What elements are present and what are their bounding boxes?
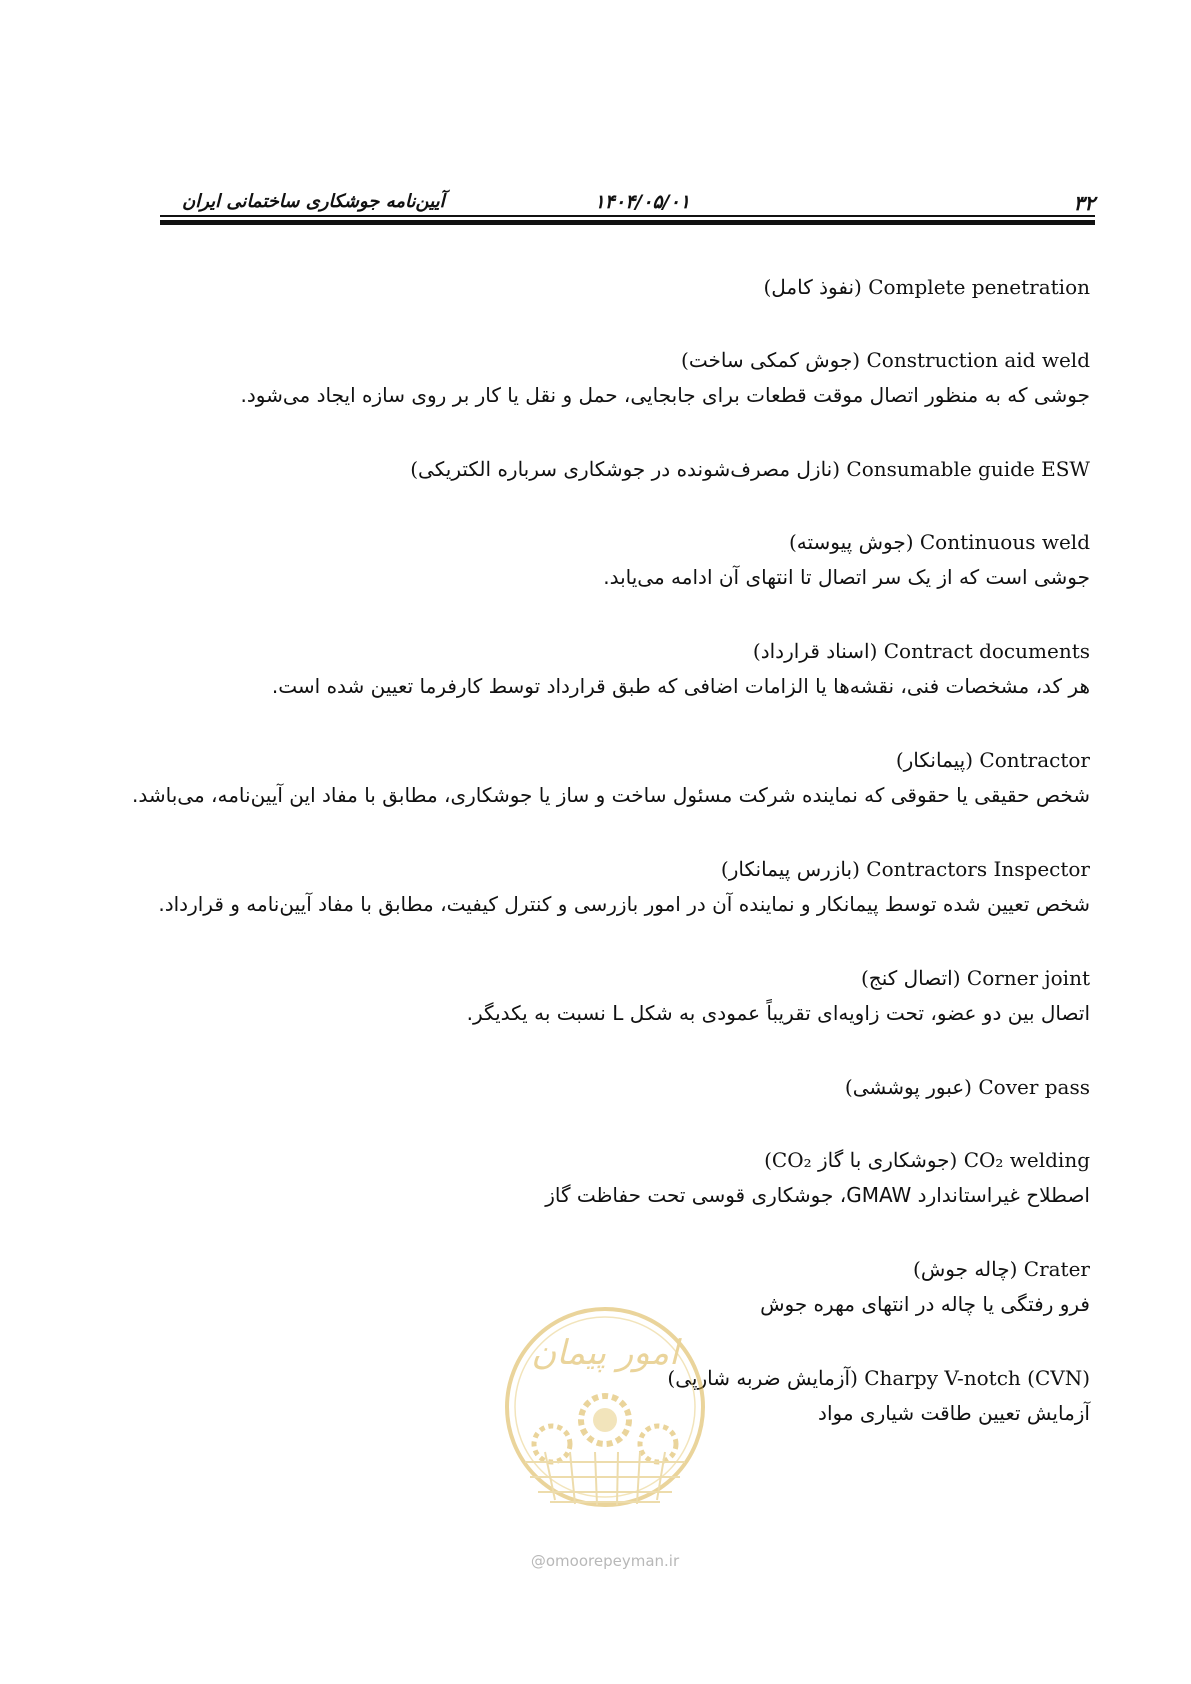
definition-entry (170, 1070, 1090, 1104)
term-persian: (بازرس پیمانکار) (720, 857, 860, 881)
term-english: Construction aid weld (866, 348, 1090, 372)
term-definition: هر کد، مشخصات فنی، نقشه‌ها یا الزامات اضافی که طبق قرارداد توسط کارفرما تعیین شده است. (271, 674, 1090, 698)
definition-entry (170, 961, 1090, 1031)
term-english: Corner joint (966, 966, 1090, 990)
header-date: ۱۴۰۴/۰۵/۰۱ (594, 191, 690, 213)
term-english: Continuous weld (919, 530, 1090, 554)
term-line (170, 634, 1090, 668)
term-line (170, 270, 1090, 304)
term-persian: (چاله جوش) (913, 1257, 1018, 1281)
watermark-logo (500, 1302, 710, 1552)
term-line (170, 743, 1090, 777)
definition-entry (170, 634, 1090, 704)
definition-entry (132, 743, 1090, 813)
term-persian: (اسناد قرارداد) (752, 639, 878, 663)
term-persian: (جوش کمکی ساخت) (681, 348, 861, 372)
term-definition: شخص تعیین شده توسط پیمانکار و نماینده آن در امور بازرسی و کنترل کیفیت، مطابق با مفاد آیین‌نامه و قرارداد. (158, 892, 1090, 916)
term-english: Consumable guide ESW (846, 457, 1090, 481)
header-rule-thick (160, 220, 1095, 225)
term-line (170, 1252, 1090, 1286)
term-english: Complete penetration (868, 275, 1090, 299)
term-line (170, 852, 1090, 886)
term-definition: جوشی که به منظور اتصال موقت قطعات برای جابجایی، حمل و نقل یا کار بر روی سازه ایجاد می‌شود. (240, 383, 1090, 407)
term-line (170, 343, 1090, 377)
term-persian: (جوش پیوسته) (788, 530, 914, 554)
term-english: Cover pass (978, 1075, 1090, 1099)
term-definition: شخص حقیقی یا حقوقی که نماینده شرکت مسئول ساخت و ساز یا جوشکاری، مطابق با مفاد این آیین‌نامه، می‌باشد. (132, 783, 1090, 807)
page-header (160, 183, 1095, 223)
watermark-brand: امور پیمان (531, 1333, 679, 1373)
term-english: Contract documents (883, 639, 1090, 663)
term-line (170, 1070, 1090, 1104)
watermark-site: @omoorepeyman.ir (530, 1552, 680, 1570)
term-english: Charpy V-notch (CVN) (864, 1366, 1090, 1390)
header-title: آیین‌نامه جوشکاری ساختمانی ایران (182, 191, 445, 212)
term-line (170, 961, 1090, 995)
definition-entry (170, 270, 1090, 304)
term-line (170, 525, 1090, 559)
term-definition: جوشی است که از یک سر اتصال تا انتهای آن ادامه می‌یابد. (603, 565, 1090, 589)
header-rule-thin (160, 215, 1095, 217)
term-definition: اتصال بین دو عضو، تحت زاویه‌ای تقریباً عمودی به شکل L نسبت به یکدیگر. (466, 1001, 1090, 1025)
term-english: CO₂ welding (963, 1148, 1090, 1172)
term-persian: (نازل مصرف‌شونده در جوشکاری سرباره الکتریکی) (410, 457, 841, 481)
definition-entry (170, 525, 1090, 595)
term-persian: (اتصال کنج) (861, 966, 961, 990)
term-english: Contractors Inspector (866, 857, 1090, 881)
definition-entry (170, 1143, 1090, 1213)
term-definition: اصطلاح غیراستاندارد GMAW، جوشکاری قوسی تحت حفاظت گاز (545, 1183, 1090, 1207)
definition-entry (170, 343, 1090, 413)
term-persian: (پیمانکار) (895, 748, 974, 772)
definition-entry (170, 452, 1090, 486)
term-persian: (عبور پوششی) (844, 1075, 972, 1099)
term-persian: (نفوذ کامل) (763, 275, 862, 299)
term-english: Contractor (979, 748, 1090, 772)
term-definition: آزمایش تعیین طاقت شیاری مواد (818, 1401, 1090, 1425)
term-english: Crater (1023, 1257, 1090, 1281)
term-line (170, 452, 1090, 486)
term-line (170, 1143, 1090, 1177)
term-definition: فرو رفتگی یا چاله در انتهای مهره جوش (760, 1292, 1090, 1316)
definitions-list (132, 270, 1090, 1470)
term-persian: (آزمایش ضربه شارپی) (667, 1366, 858, 1390)
definition-entry (158, 852, 1090, 922)
term-persian: (جوشکاری با گاز CO₂) (764, 1148, 958, 1172)
page-number: ۳۲ (1073, 191, 1095, 215)
